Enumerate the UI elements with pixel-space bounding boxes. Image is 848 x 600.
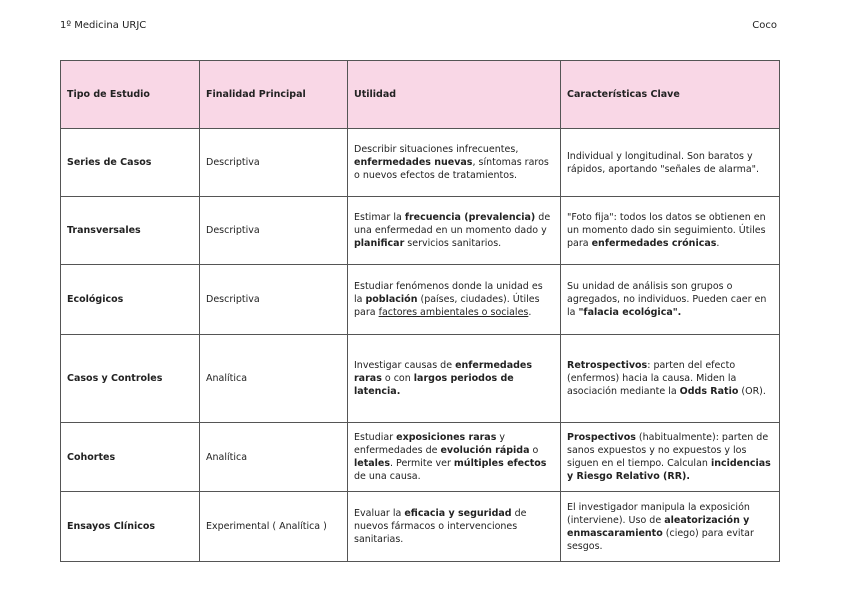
study-type-cell: Transversales [61,197,200,265]
text-run: servicios sanitarios. [404,238,502,249]
text-run: "Foto fija": todos los datos se obtienen en un momento dado sin seguimiento. Útiles para [567,212,766,249]
bold-text-run: "falacia ecológica". [578,307,682,318]
purpose-cell: Analítica [200,423,348,492]
features-cell [561,197,780,265]
bold-text-run: planificar [354,238,405,249]
text-run: . [528,307,532,318]
text-run: (países, ciudades). Útiles para [354,294,540,318]
bold-text-run: múltiples efectos [453,458,547,469]
text-run: Individual y longitudinal. Son baratos y rápidos, aportando "señales de alarma". [567,150,760,175]
text-run: y enfermedades de [354,432,506,456]
bold-text-run: evolución rápida [440,445,530,456]
bold-text-run: enfermedades crónicas [591,238,717,249]
features-cell [561,265,780,335]
text-run: El investigador manipula la exposición (interviene). Uso de [567,501,750,526]
bold-text-run: frecuencia (prevalencia) [404,212,536,223]
column-header-utility: Utilidad [348,61,561,129]
study-type-cell: Ensayos Clínicos [61,492,200,562]
utility-cell [348,423,561,492]
bold-text-run: letales [354,458,391,469]
table-row [61,197,780,265]
document-header-right: Coco [752,20,777,31]
text-run: Estimar la [354,212,405,223]
column-header-study-type: Tipo de Estudio [61,61,200,129]
text-run: (habitualmente): parten de sanos expuestos y no expuestos y los siguen en el tiempo. Calculan [567,432,769,469]
column-header-key-features: Características Clave [561,61,780,129]
text-run: de una enfermedad en un momento dado y [354,212,551,236]
text-run: Describir situaciones infrecuentes, [354,144,519,155]
table-row [61,492,780,562]
bold-text-run: eficacia y seguridad [404,508,512,519]
table-header-row [61,61,780,129]
bold-text-run: incidencias y Riesgo Relativo (RR). [567,458,771,482]
utility-cell [348,335,561,423]
text-run: Estudiar [354,432,397,443]
utility-cell [348,492,561,562]
utility-cell [348,129,561,197]
table-row [61,423,780,492]
bold-text-run: aleatorización y enmascaramiento [567,514,750,539]
purpose-cell: Descriptiva [200,129,348,197]
text-run: de una causa. [354,471,421,482]
purpose-cell: Descriptiva [200,197,348,265]
features-cell [561,492,780,562]
table-row [61,265,780,335]
study-type-cell: Ecológicos [61,265,200,335]
features-cell [561,335,780,423]
text-run: Evaluar la [354,508,405,519]
document-header-left: 1º Medicina URJC [60,20,147,31]
purpose-cell: Analítica [200,335,348,423]
bold-text-run: Odds Ratio [679,386,739,397]
text-run: Investigar causas de [354,360,456,371]
purpose-cell: Descriptiva [200,265,348,335]
text-run: . Permite ver [390,458,454,469]
purpose-cell: Experimental ( Analítica ) [200,492,348,562]
study-type-cell: Cohortes [61,423,200,492]
text-run: . [716,238,720,249]
text-run: (ciego) para evitar sesgos. [567,527,754,552]
bold-text-run: largos periodos de latencia. [354,373,514,397]
text-run: , síntomas raros o nuevos efectos de tratamientos. [354,157,549,181]
bold-text-run: enfermedades nuevas [354,157,473,168]
features-cell [561,423,780,492]
study-types-table [60,60,780,562]
table-row [61,335,780,423]
bold-text-run: Retrospectivos [567,360,648,371]
bold-text-run: Prospectivos [567,432,636,443]
table-row [61,129,780,197]
features-cell [561,129,780,197]
underlined-text-run: factores ambientales o sociales [378,307,529,318]
text-run: o [529,445,539,456]
utility-cell [348,265,561,335]
text-run: o con [381,373,414,384]
study-type-cell: Casos y Controles [61,335,200,423]
bold-text-run: exposiciones raras [396,432,497,443]
utility-cell [348,197,561,265]
text-run: : parten del efecto (enfermos) hacia la causa. Miden la asociación mediante la [567,360,737,397]
bold-text-run: enfermedades raras [354,360,533,384]
text-run: de nuevos fármacos o intervenciones sanitarias. [354,508,527,545]
study-type-cell: Series de Casos [61,129,200,197]
text-run: Estudiar fenómenos donde la unidad es la [354,281,543,305]
bold-text-run: población [365,294,418,305]
text-run: Su unidad de análisis son grupos o agregados, no individuos. Pueden caer en la [567,281,767,318]
column-header-purpose: Finalidad Principal [200,61,348,129]
text-run: (OR). [738,386,766,397]
